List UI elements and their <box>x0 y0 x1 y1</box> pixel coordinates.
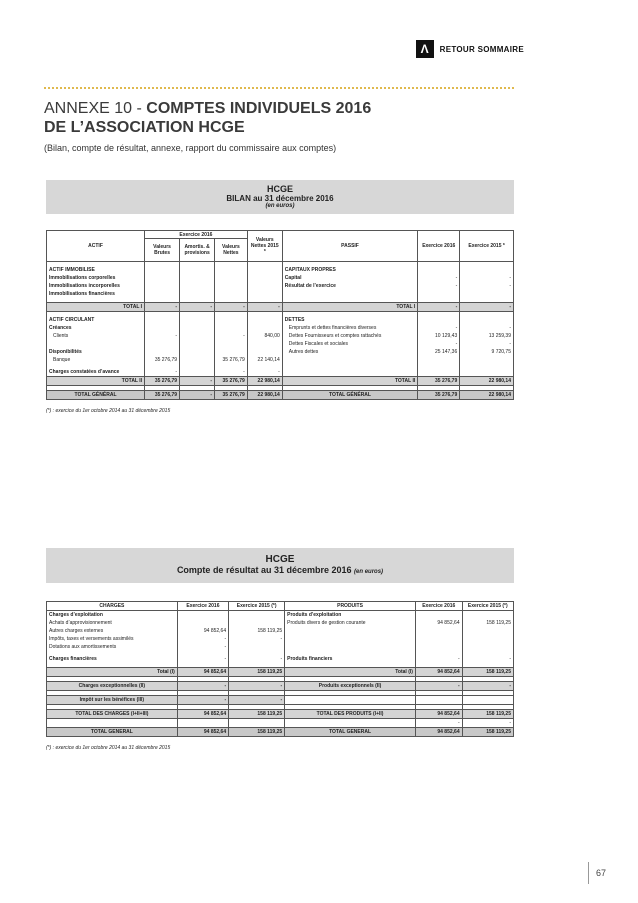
col-passif-2016: Exercice 2016 <box>418 231 460 262</box>
table-row <box>47 340 514 348</box>
page-number-divider <box>588 862 589 884</box>
table-cell: 94 852,64 <box>415 668 462 677</box>
table-cell: 94 852,64 <box>415 619 462 627</box>
table-row <box>47 635 514 643</box>
table-cell: - <box>145 303 180 312</box>
table-cell: 22 140,14 <box>247 356 282 364</box>
table-cell: 158 119,25 <box>462 668 513 677</box>
table-cell: - <box>415 719 462 728</box>
table-cell: 94 852,64 <box>177 668 228 677</box>
table-cell: 35 276,79 <box>145 377 180 386</box>
table-cell: ACTIF IMMOBILISE <box>47 266 145 274</box>
table-row-total-general <box>47 728 514 737</box>
table-cell: - <box>215 332 248 340</box>
col-produits-2015: Exercice 2015 (*) <box>462 602 513 611</box>
table-cell: Charges constatées d’avance <box>47 368 145 377</box>
col-nettes-2015: Valeurs Nettes 2015 * <box>247 231 282 262</box>
table-cell: - <box>177 682 228 691</box>
table-row <box>47 348 514 356</box>
table-cell: - <box>180 391 215 400</box>
table-row <box>47 627 514 635</box>
col-amortis: Amortis. & provisions <box>180 239 215 262</box>
table-cell: 35 276,79 <box>215 391 248 400</box>
resultat-entity: HCGE <box>265 554 295 565</box>
table-cell: - <box>247 303 282 312</box>
table-cell: 158 119,25 <box>229 627 285 635</box>
table-cell: Autres charges externes <box>47 627 178 635</box>
table-row-total-i <box>47 668 514 677</box>
table-cell: DETTES <box>282 316 417 324</box>
table-cell: Total (I) <box>47 668 178 677</box>
col-produits: PRODUITS <box>285 602 416 611</box>
table-cell: - <box>177 655 228 663</box>
table-row <box>47 282 514 290</box>
table-cell: TOTAL DES CHARGES (I+II+III) <box>47 710 178 719</box>
table-cell: 9 720,75 <box>460 348 514 356</box>
table-cell: 22 980,14 <box>247 377 282 386</box>
col-produits-2016: Exercice 2016 <box>415 602 462 611</box>
table-cell: TOTAL GÉNÉRAL <box>282 391 417 400</box>
table-cell: Dotations aux amortissements <box>47 643 178 651</box>
table-cell: Banque <box>47 356 145 364</box>
table-cell: 35 276,79 <box>418 377 460 386</box>
table-row <box>47 611 514 620</box>
resultat-title: Compte de résultat au 31 décembre 2016 <box>176 565 352 575</box>
retour-sommaire-link[interactable] <box>416 40 524 58</box>
chevron-up-icon: Λ <box>416 40 434 58</box>
table-cell: Immobilisations corporelles <box>47 274 145 282</box>
retour-sommaire-label: RETOUR SOMMAIRE <box>439 44 524 54</box>
table-cell: Impôts, taxes et versements assimilés <box>47 635 178 643</box>
table-cell: 25 147,36 <box>418 348 460 356</box>
table-cell: Capital <box>282 274 417 282</box>
table-cell: Charges d’exploitation <box>47 611 178 620</box>
table-cell: - <box>177 643 228 651</box>
table-cell: Disponibilités <box>47 348 145 356</box>
table-row-charges-excep <box>47 682 514 691</box>
table-cell: 840,00 <box>247 332 282 340</box>
table-row-total-i <box>47 303 514 312</box>
table-cell: 158 119,25 <box>229 728 285 737</box>
table-cell: TOTAL GÉNÉRAL <box>47 391 145 400</box>
table-cell: 22 980,14 <box>247 391 282 400</box>
table-cell: - <box>229 682 285 691</box>
table-cell: Dettes Fiscales et sociales <box>282 340 417 348</box>
table-cell: 35 276,79 <box>215 377 248 386</box>
table-row <box>47 324 514 332</box>
table-cell: - <box>460 303 514 312</box>
table-cell: - <box>229 635 285 643</box>
table-row-impot <box>47 696 514 705</box>
table-row-total-ii <box>47 377 514 386</box>
resultat-unit: (en euros) <box>354 569 384 575</box>
bilan-footnote: (*) : exercice du 1er octobre 2014 au 31 décembre 2015 <box>46 408 171 414</box>
table-cell: TOTAL GENERAL <box>285 728 416 737</box>
page-subtitle: (Bilan, compte de résultat, annexe, rapport du commissaire aux comptes) <box>44 143 337 153</box>
table-cell: - <box>177 696 228 705</box>
table-cell: - <box>229 655 285 663</box>
table-cell: - <box>215 368 248 377</box>
table-cell: Total (I) <box>285 668 416 677</box>
table-cell: 35 276,79 <box>145 356 180 364</box>
table-row <box>47 368 514 377</box>
page-title <box>44 99 371 137</box>
table-cell: - <box>462 719 513 728</box>
table-cell: 158 119,25 <box>462 619 513 627</box>
resultat-header <box>46 548 514 583</box>
table-cell: 158 119,25 <box>462 728 513 737</box>
table-row <box>47 356 514 364</box>
table-cell: - <box>229 696 285 705</box>
table-cell: 158 119,25 <box>462 710 513 719</box>
table-cell: - <box>460 324 514 332</box>
table-cell: - <box>145 368 180 377</box>
col-charges-2015: Exercice 2015 (*) <box>229 602 285 611</box>
bilan-header <box>46 180 514 214</box>
bilan-title: BILAN au 31 décembre 2016 <box>226 194 334 203</box>
table-cell: TOTAL I <box>282 303 417 312</box>
dotted-divider <box>44 87 514 89</box>
table-row <box>47 316 514 324</box>
table-row-total-general <box>47 391 514 400</box>
col-actif: ACTIF <box>47 231 145 262</box>
table-row-total-charges <box>47 710 514 719</box>
table-cell: 158 119,25 <box>229 668 285 677</box>
table-cell: - <box>460 282 514 290</box>
table-cell: 94 852,64 <box>177 710 228 719</box>
table-cell: - <box>177 635 228 643</box>
bilan-table <box>46 230 514 400</box>
table-cell: Charges exceptionnelles (II) <box>47 682 178 691</box>
table-row <box>47 290 514 298</box>
table-row <box>47 719 514 728</box>
table-cell: - <box>145 332 180 340</box>
table-cell: - <box>418 274 460 282</box>
table-cell: 35 276,79 <box>418 391 460 400</box>
table-cell: 94 852,64 <box>415 728 462 737</box>
table-cell: - <box>180 303 215 312</box>
table-cell: 22 980,14 <box>460 391 514 400</box>
title-prefix: ANNEXE 10 - <box>44 100 147 117</box>
table-cell: Immobilisations incorporelles <box>47 282 145 290</box>
table-cell: - <box>418 324 460 332</box>
table-cell: 35 276,79 <box>145 391 180 400</box>
table-cell: - <box>180 377 215 386</box>
table-row <box>47 619 514 627</box>
col-nettes: Valeurs Nettes <box>215 239 248 262</box>
col-charges-2016: Exercice 2016 <box>177 602 228 611</box>
col-passif: PASSIF <box>282 231 417 262</box>
table-cell: 13 259,39 <box>460 332 514 340</box>
col-passif-2015: Exercice 2015 * <box>460 231 514 262</box>
table-cell: - <box>418 303 460 312</box>
table-cell: Clients <box>47 332 145 340</box>
table-cell: 22 980,14 <box>460 377 514 386</box>
table-cell: Produits exceptionnels (II) <box>285 682 416 691</box>
table-row <box>47 266 514 274</box>
title-line2: DE L’ASSOCIATION HCGE <box>44 119 245 136</box>
table-cell: TOTAL DES PRODUITS (I+II) <box>285 710 416 719</box>
table-cell: - <box>418 282 460 290</box>
table-cell: Produits d’exploitation <box>285 611 416 620</box>
table-cell: Immobilisations financières <box>47 290 145 298</box>
bilan-unit: (en euros) <box>265 203 295 209</box>
table-cell: - <box>462 682 513 691</box>
table-cell: - <box>215 303 248 312</box>
table-cell: Emprunts et dettes financières diverses <box>282 324 417 332</box>
table-cell: - <box>418 340 460 348</box>
table-cell: TOTAL I <box>47 303 145 312</box>
title-bold: COMPTES INDIVIDUELS 2016 <box>146 100 372 117</box>
page-number: 67 <box>596 868 607 878</box>
table-cell: Achats d’approvisionnement <box>47 619 178 627</box>
col-charges: CHARGES <box>47 602 178 611</box>
table-cell: 94 852,64 <box>177 627 228 635</box>
table-cell: - <box>415 655 462 663</box>
resultat-footnote: (*) : exercice du 1er octobre 2014 au 31 décembre 2015 <box>46 745 171 751</box>
resultat-section <box>46 548 514 751</box>
bilan-section <box>46 180 514 414</box>
table-cell: - <box>415 682 462 691</box>
table-cell: Charges financières <box>47 655 178 663</box>
table-cell: Créances <box>47 324 145 332</box>
col-exercice-2016-group: Exercice 2016 <box>145 231 248 239</box>
table-cell: - <box>462 655 513 663</box>
table-cell: Impôt sur les bénéfices (III) <box>47 696 178 705</box>
col-brutes: Valeurs Brutes <box>145 239 180 262</box>
table-cell: 94 852,64 <box>415 710 462 719</box>
table-cell: - <box>460 274 514 282</box>
table-cell: ACTIF CIRCULANT <box>47 316 145 324</box>
table-cell: 158 119,25 <box>229 710 285 719</box>
table-cell: 35 276,79 <box>215 356 248 364</box>
table-cell: 10 129,43 <box>418 332 460 340</box>
resultat-table <box>46 601 514 737</box>
table-cell: - <box>460 340 514 348</box>
table-cell: Autres dettes <box>282 348 417 356</box>
table-cell: TOTAL II <box>47 377 145 386</box>
table-row <box>47 643 514 651</box>
table-cell: TOTAL GENERAL <box>47 728 178 737</box>
table-cell: Résultat de l’exercice <box>282 282 417 290</box>
table-cell: Dettes Fournisseurs et comptes rattachés <box>282 332 417 340</box>
bilan-entity: HCGE <box>266 184 293 194</box>
table-cell: Produits financiers <box>285 655 416 663</box>
table-row <box>47 655 514 663</box>
table-row <box>47 332 514 340</box>
table-cell: 94 852,64 <box>177 728 228 737</box>
table-cell: - <box>247 368 282 377</box>
table-cell: Produits divers de gestion courante <box>285 619 416 627</box>
table-cell: TOTAL II <box>282 377 417 386</box>
table-row <box>47 274 514 282</box>
table-cell: CAPITAUX PROPRES <box>282 266 417 274</box>
